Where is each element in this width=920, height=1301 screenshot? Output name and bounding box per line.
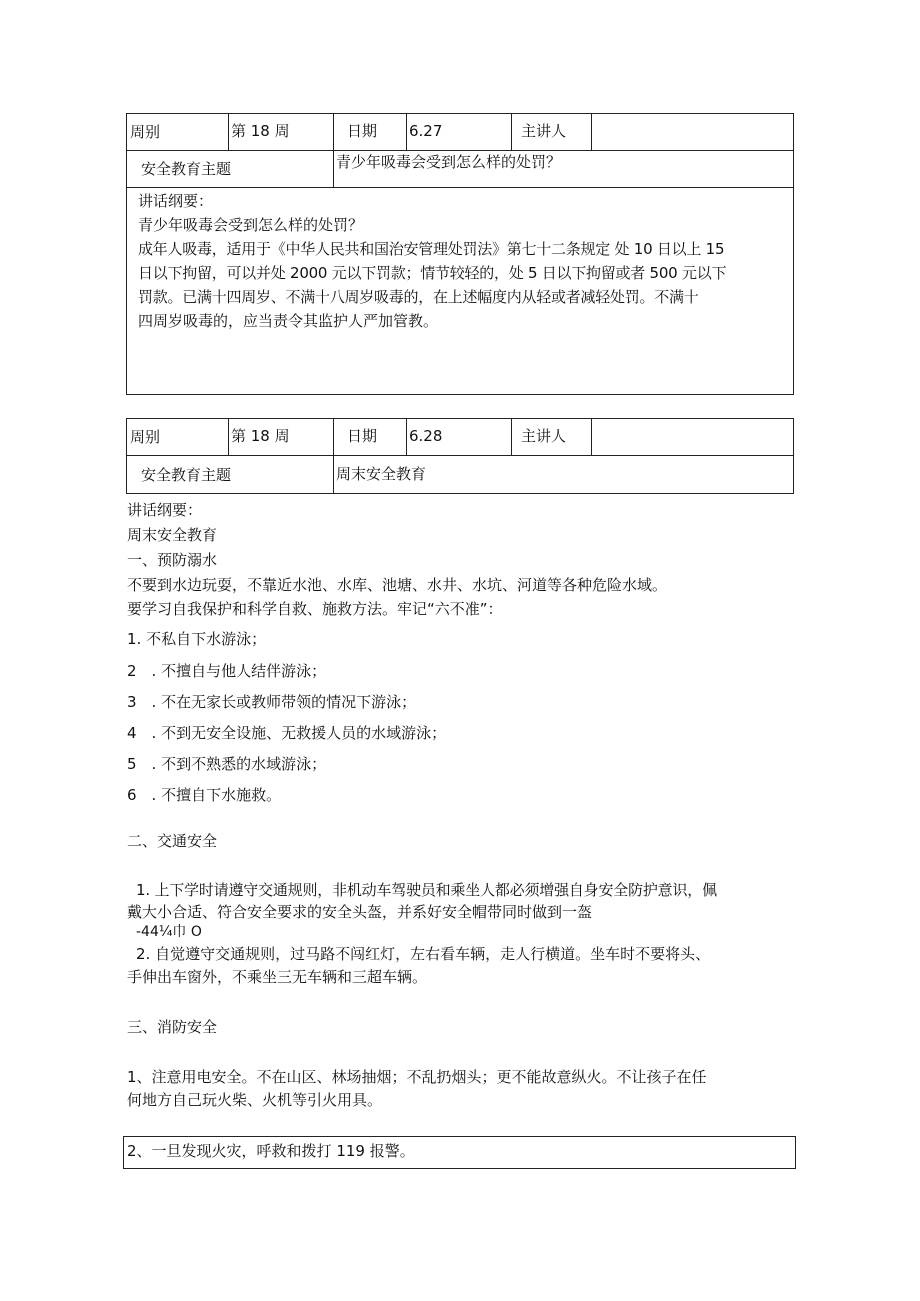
rule-item: 2 . 不擅自与他人结伴游泳； [127, 662, 327, 680]
t1-date-label: 日期 [347, 122, 378, 140]
traffic-paragraph-line: 2. 自觉遵守交通规则，过马路不闯红灯，左右看车辆，走人行横道。坐车时不要将头、 [136, 945, 711, 963]
t2-speaker-value-cell [591, 418, 794, 456]
t1-speaker-value-cell [591, 113, 794, 151]
t1-outline-line: 罚款。已满十四周岁、不满十八周岁吸毒的，在上述幅度内从轻或者减轻处罚。不满十 [138, 288, 699, 306]
section-heading-fire: 三、消防安全 [127, 1018, 218, 1036]
t1-topic-value: 青少年吸毒会受到怎么样的处罚？ [336, 153, 562, 171]
t2-date-label: 日期 [347, 427, 378, 445]
t1-outline-line: 四周岁吸毒的，应当责令其监护人严加管教。 [138, 312, 439, 330]
t2-speaker-label: 主讲人 [521, 427, 567, 445]
t1-week-label: 周别 [130, 123, 161, 141]
drowning-paragraph: 要学习自我保护和科学自救、施救方法。牢记“六不准”： [127, 600, 503, 618]
t2-date-value: 6.28 [409, 427, 443, 445]
t1-speaker-label: 主讲人 [521, 122, 567, 140]
fire-alarm-text: 2、一旦发现火灾，呼救和拨打 119 报警。 [127, 1142, 415, 1160]
t1-outline-line: 成年人吸毒，适用于《中华人民共和国治安管理处罚法》第七十二条规定 处 10 日以上 15 [138, 240, 725, 258]
t2-week-label: 周别 [130, 428, 161, 446]
section-heading-drowning: 一、预防溺水 [127, 551, 218, 569]
traffic-paragraph-tail: -44¼巾 O [136, 924, 202, 940]
rule-item: 5 . 不到不熟悉的水域游泳； [127, 755, 327, 773]
traffic-paragraph-line: 戴大小合适、符合安全要求的安全头盔，并系好安全帽带同时做到一盔 [127, 903, 593, 921]
t1-topic-label: 安全教育主题 [141, 160, 232, 178]
rule-item: 4 . 不到无安全设施、无救援人员的水域游泳； [127, 724, 447, 742]
rule-item: 3 . 不在无家长或教师带领的情况下游泳； [127, 693, 417, 711]
rule-item: 6 . 不擅自下水施救。 [127, 786, 282, 804]
fire-paragraph-line: 1、注意用电安全。不在山区、林场抽烟；不乱扔烟头；更不能故意纵火。不让孩子在任 [127, 1068, 707, 1086]
t2-topic-label: 安全教育主题 [141, 466, 232, 484]
rule-item: 1. 不私自下水游泳； [127, 630, 267, 648]
t1-outline [138, 189, 790, 333]
t1-outline-label: 讲话纲要： [138, 192, 214, 210]
t2-topic-value: 周末安全教育 [336, 465, 427, 483]
body-title: 周末安全教育 [127, 526, 218, 544]
t1-outline-line: 青少年吸毒会受到怎么样的处罚？ [138, 216, 364, 234]
fire-paragraph-line: 何地方自己玩火柴、火机等引火用具。 [127, 1091, 383, 1109]
drowning-paragraph: 不要到水边玩耍，不靠近水池、水库、池塘、水井、水坑、河道等各种危险水域。 [127, 576, 668, 594]
traffic-paragraph-line: 1. 上下学时请遵守交通规则，非机动车驾驶员和乘坐人都必须增强自身安全防护意识，佩 [136, 881, 717, 899]
t1-week-value: 第 18 周 [231, 122, 290, 140]
traffic-paragraph-line: 手伸出车窗外，不乘坐三无车辆和三超车辆。 [127, 968, 428, 986]
t2-week-value: 第 18 周 [231, 427, 290, 445]
section-heading-traffic: 二、交通安全 [127, 832, 218, 850]
outline-label: 讲话纲要： [127, 501, 203, 519]
t1-date-value: 6.27 [409, 122, 443, 140]
t1-outline-line: 日以下拘留，可以并处 2000 元以下罚款；情节较轻的，处 5 日以下拘留或者 500 元以下 [138, 264, 727, 282]
